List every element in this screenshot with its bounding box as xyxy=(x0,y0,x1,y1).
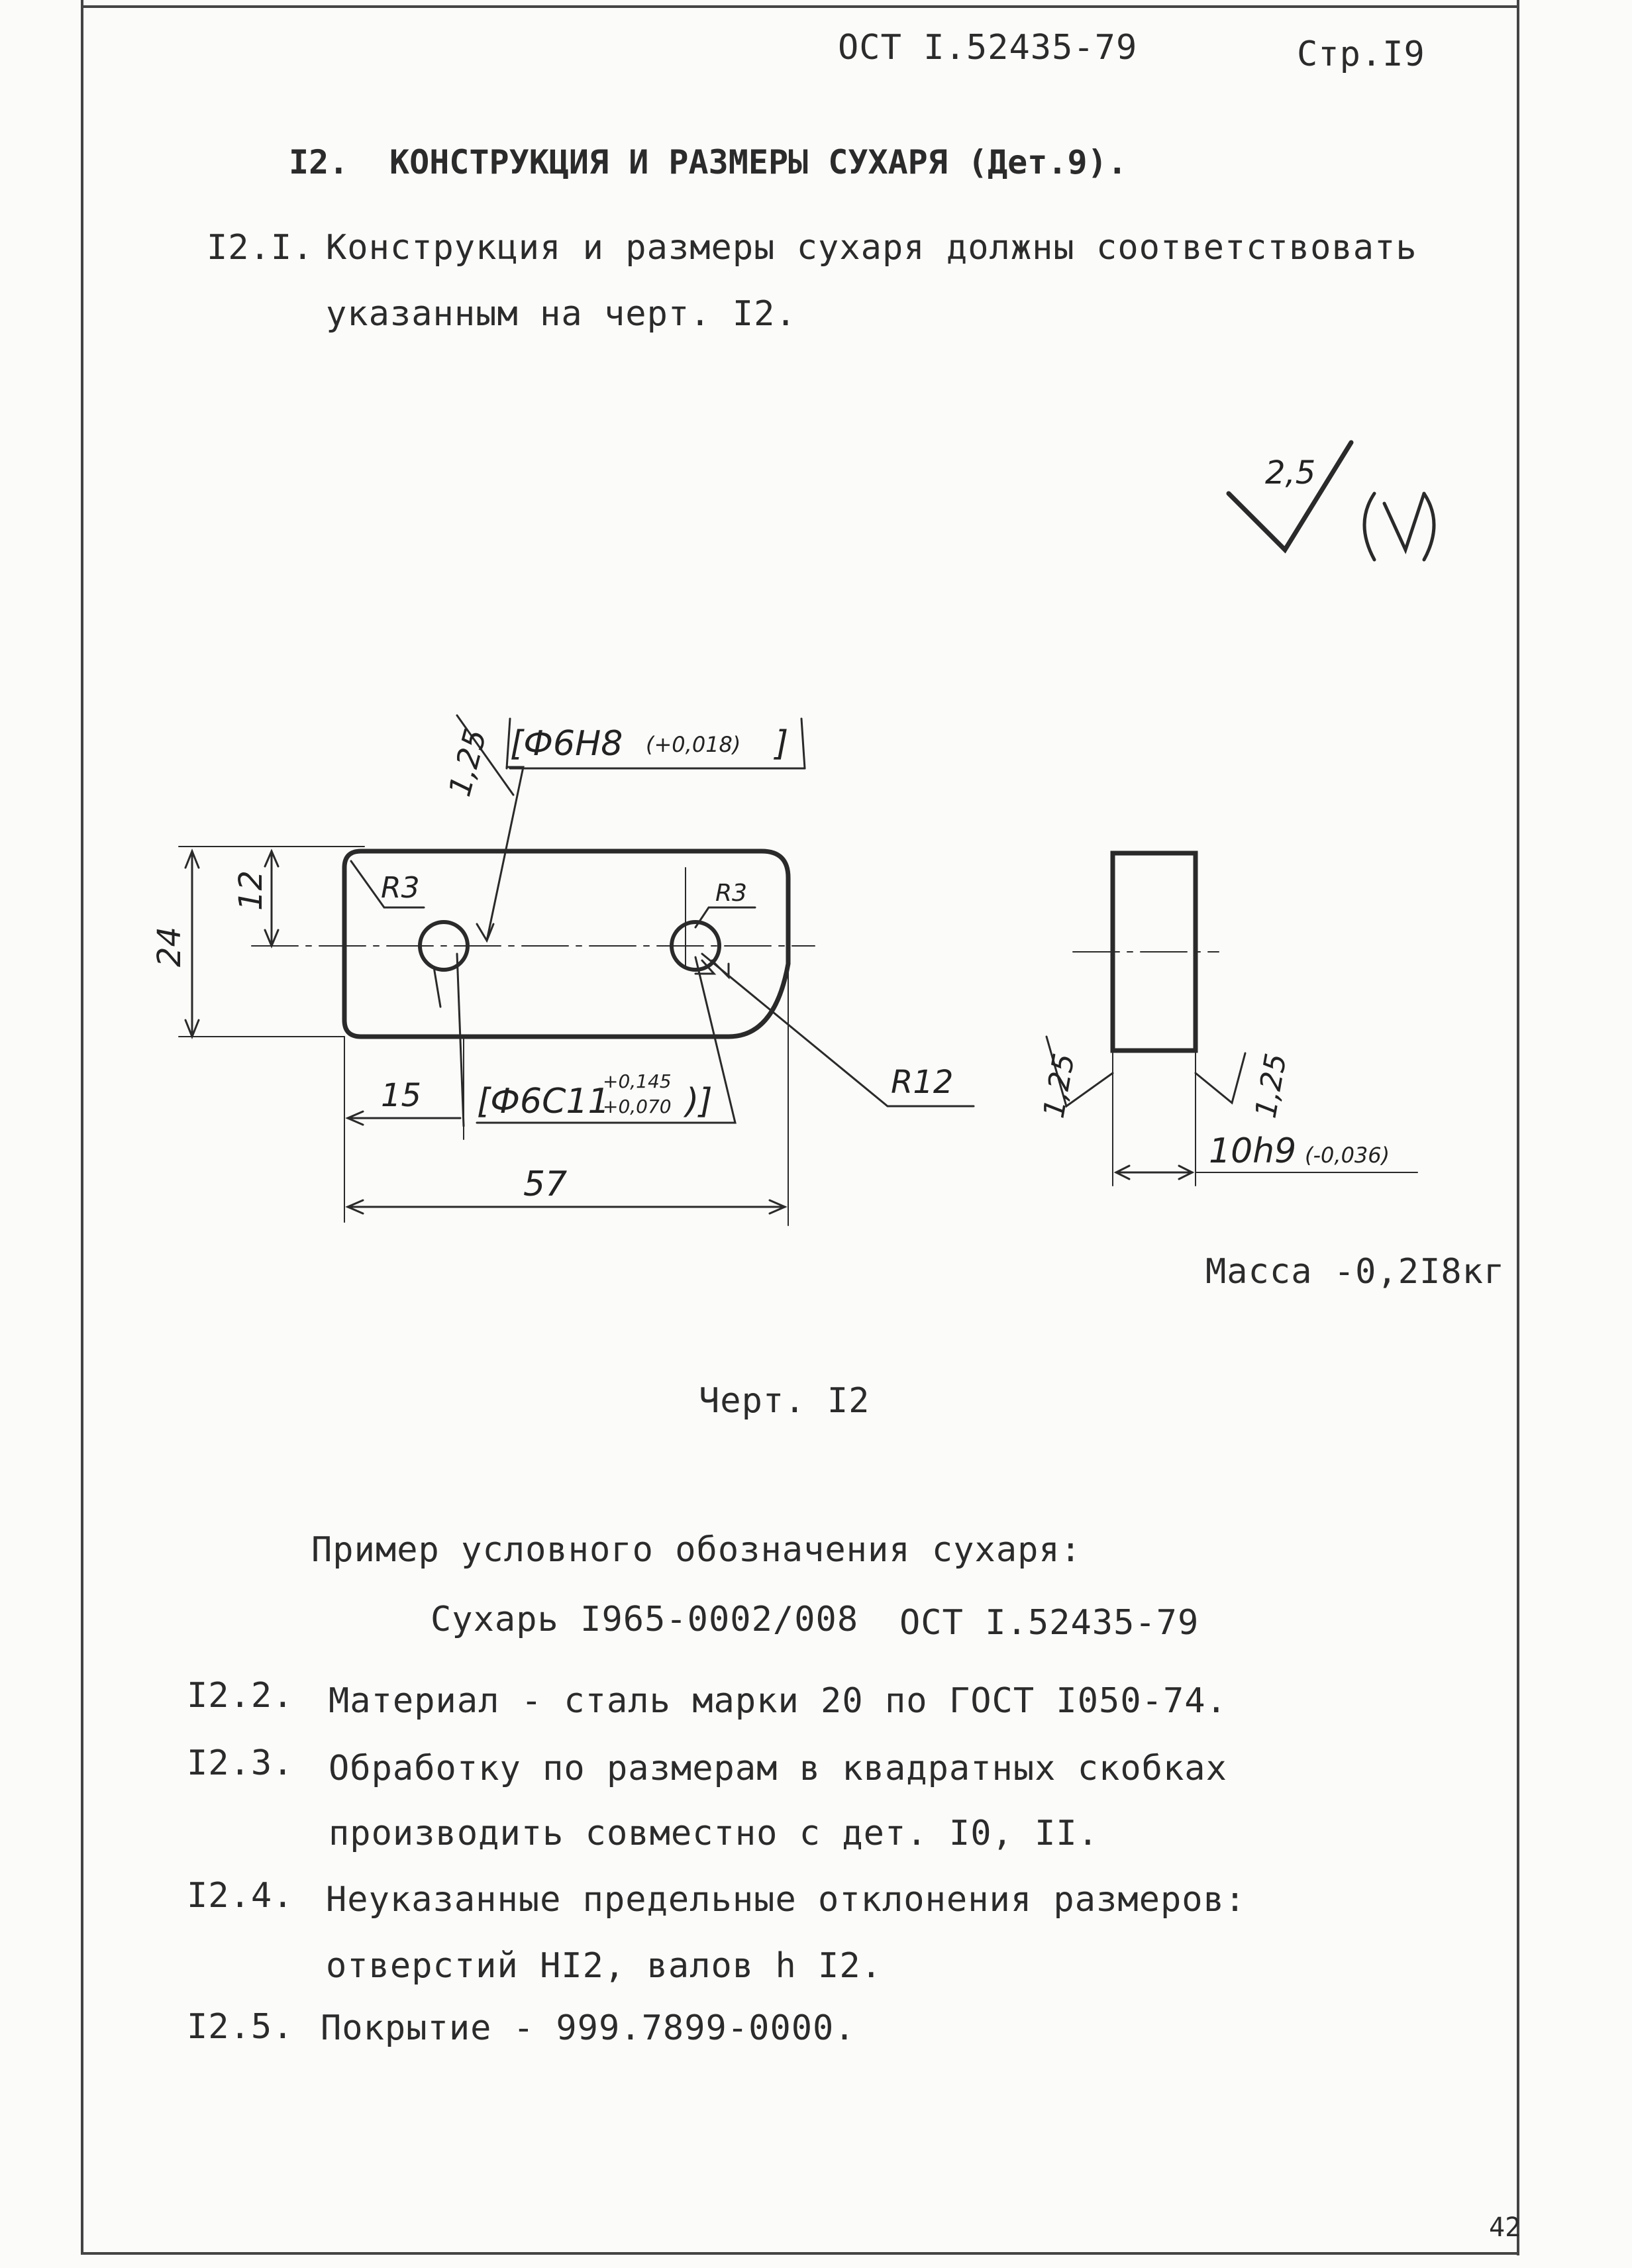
hole-bottom-dev-lower: +0,070 xyxy=(603,1096,672,1117)
hole-bottom-close: )] xyxy=(686,1082,713,1121)
clause-12-4-number: I2.4. xyxy=(187,1876,294,1916)
chamfer-top-label: 1,25 xyxy=(441,725,494,800)
designation-example: Сухарь I965-0002/008 xyxy=(431,1600,859,1639)
dim-height-half-label: 12 xyxy=(232,870,270,911)
section-number: I2. xyxy=(289,143,349,181)
clause-12-1-number: I2.I. xyxy=(207,228,314,268)
hole-bottom-label: [Ф6C11 xyxy=(477,1082,610,1121)
clause-12-1-line2: указанным на черт. I2. xyxy=(326,294,797,334)
chamfer-side-right-label: 1,25 xyxy=(1249,1051,1294,1121)
hole-top-label: [Ф6H8 xyxy=(510,724,623,764)
dim-thickness-dev: (-0,036) xyxy=(1305,1143,1390,1168)
chamfer-side-left-label: 1,25 xyxy=(1037,1051,1082,1121)
header-standard: ОСТ I.52435-79 xyxy=(838,28,1138,68)
clause-12-3-number: I2.3. xyxy=(187,1743,294,1783)
clause-12-2-line1: Материал - сталь марки 20 по ГОСТ I050-74. xyxy=(329,1681,1227,1721)
clause-12-2-number: I2.2. xyxy=(187,1676,294,1716)
clause-12-5-line1: Покрытие - 999.7899-0000. xyxy=(321,2008,856,2048)
roughness-value: 2,5 xyxy=(1265,454,1316,491)
clause-12-3-line1: Обработку по размерам в квадратных скобках xyxy=(329,1749,1227,1788)
radius-left-label: R3 xyxy=(381,871,420,905)
clause-12-1-line1: Конструкция и размеры сухаря должны соответствовать xyxy=(326,228,1417,268)
clause-12-4-line2: отверстий HI2, валов h I2. xyxy=(326,1946,882,1986)
designation-example-std: ОСТ I.52435-79 xyxy=(899,1603,1199,1643)
page-number: 42 xyxy=(1489,2212,1521,2243)
dim-hole-offset-label: 15 xyxy=(381,1077,422,1114)
figure-caption: Черт. I2 xyxy=(699,1381,870,1421)
dim-length-label: 57 xyxy=(523,1164,568,1204)
designation-heading: Пример условного обозначения сухаря: xyxy=(311,1530,1082,1570)
clause-12-3-line2: производить совместно с дет. I0, II. xyxy=(329,1814,1099,1853)
hole-top-dev: (+0,018) xyxy=(646,732,741,757)
page-border-bottom xyxy=(81,2252,1519,2255)
hole-top-close: ] xyxy=(775,724,789,764)
roughness-general-symbol xyxy=(1364,493,1434,560)
mass-label: Масса -0,2I8кг xyxy=(1205,1252,1505,1292)
radius-right-label: R3 xyxy=(715,880,747,907)
dim-thickness-label: 10h9 xyxy=(1209,1131,1297,1171)
hole-bottom-dev-upper: +0,145 xyxy=(603,1070,672,1092)
section-title: КОНСТРУКЦИЯ И РАЗМЕРЫ СУХАРЯ (Дет.9). xyxy=(389,143,1127,181)
clause-12-4-line1: Неуказанные предельные отклонения размеров: xyxy=(326,1880,1247,1920)
header-page: Стр.I9 xyxy=(1297,34,1425,74)
dim-height-total-label: 24 xyxy=(151,926,188,967)
clause-12-5-number: I2.5. xyxy=(187,2007,294,2047)
radius-end-label: R12 xyxy=(891,1064,954,1101)
